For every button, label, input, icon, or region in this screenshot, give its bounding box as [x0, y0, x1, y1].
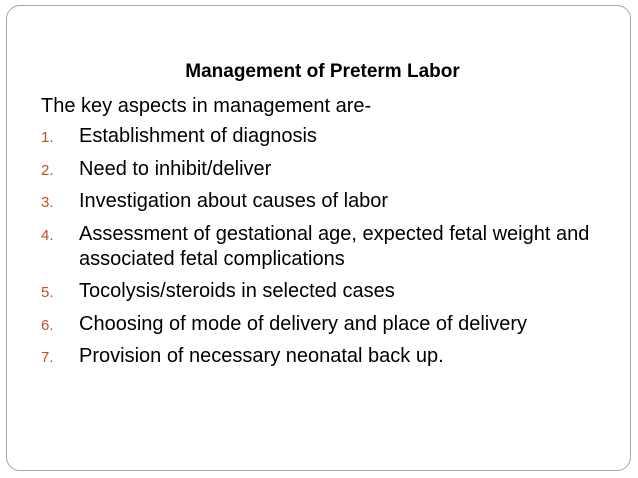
list-number: 3. [41, 194, 54, 211]
list-item-text: Choosing of mode of delivery and place of delivery [79, 312, 528, 335]
list-number: 1. [41, 129, 54, 146]
list-item-3 [41, 189, 611, 214]
intro-text: The key aspects in management are- [41, 95, 372, 117]
list-item-5 [41, 279, 611, 304]
list-item-text: Tocolysis/steroids in selected cases [79, 280, 395, 302]
list-item-4 [41, 222, 611, 272]
list-number: 5. [41, 284, 54, 301]
list-number: 6. [41, 316, 54, 334]
management-list [41, 124, 611, 377]
list-number: 7. [41, 349, 54, 366]
list-item-2 [41, 157, 611, 182]
list-item-text: Provision of necessary neonatal back up. [79, 345, 444, 367]
list-item-text: Establishment of diagnosis [79, 125, 317, 147]
list-item-text: Assessment of gestational age, expected fetal weight and associated fetal complications [79, 222, 590, 270]
list-item-7 [41, 344, 611, 369]
list-item-6 [41, 312, 611, 337]
list-number: 4. [41, 226, 54, 244]
slide-title: Management of Preterm Labor [185, 61, 460, 82]
list-item-text: Need to inhibit/deliver [79, 157, 272, 180]
list-number: 2. [41, 161, 54, 179]
list-item-1 [41, 124, 611, 149]
list-item-text: Investigation about causes of labor [79, 190, 389, 212]
